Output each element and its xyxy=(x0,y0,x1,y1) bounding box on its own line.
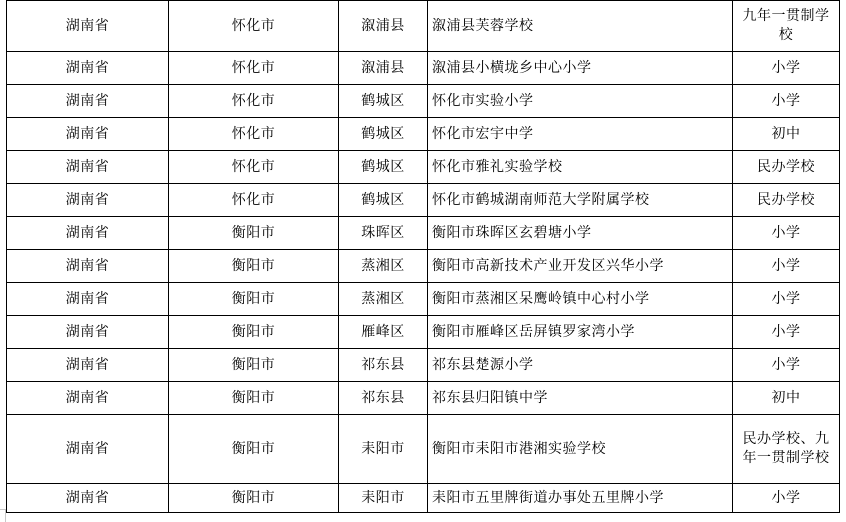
school-list-sheet xyxy=(6,0,839,513)
school-name-cell: 耒阳市五里牌街道办事处五里牌小学 xyxy=(428,484,733,513)
school-name-cell: 溆浦县芙蓉学校 xyxy=(428,1,733,52)
county-cell: 鹤城区 xyxy=(339,151,428,184)
county-cell: 鹤城区 xyxy=(339,85,428,118)
county-cell: 祁东县 xyxy=(339,382,428,415)
county-cell: 耒阳市 xyxy=(339,484,428,513)
table-row xyxy=(7,382,840,415)
table-row xyxy=(7,283,840,316)
school-type-cell: 小学 xyxy=(733,316,840,349)
table-row xyxy=(7,316,840,349)
table-row xyxy=(7,415,840,484)
city-cell: 怀化市 xyxy=(169,1,339,52)
city-cell: 衡阳市 xyxy=(169,316,339,349)
city-cell: 衡阳市 xyxy=(169,349,339,382)
table-row xyxy=(7,52,840,85)
city-cell: 怀化市 xyxy=(169,118,339,151)
school-type-cell: 民办学校、九年一贯制学校 xyxy=(733,415,840,484)
school-type-cell: 九年一贯制学校 xyxy=(733,1,840,52)
province-cell: 湖南省 xyxy=(7,382,169,415)
school-type-cell: 小学 xyxy=(733,349,840,382)
province-cell: 湖南省 xyxy=(7,118,169,151)
city-cell: 怀化市 xyxy=(169,52,339,85)
county-cell: 祁东县 xyxy=(339,349,428,382)
province-cell: 湖南省 xyxy=(7,283,169,316)
province-cell: 湖南省 xyxy=(7,349,169,382)
school-table xyxy=(6,0,840,513)
table-row xyxy=(7,151,840,184)
page-corner-mark xyxy=(0,509,6,522)
county-cell: 鹤城区 xyxy=(339,118,428,151)
city-cell: 衡阳市 xyxy=(169,415,339,484)
school-name-cell: 怀化市雅礼实验学校 xyxy=(428,151,733,184)
province-cell: 湖南省 xyxy=(7,85,169,118)
table-row xyxy=(7,184,840,217)
school-type-cell: 小学 xyxy=(733,217,840,250)
school-type-cell: 小学 xyxy=(733,52,840,85)
school-type-cell: 小学 xyxy=(733,283,840,316)
school-name-cell: 衡阳市高新技术产业开发区兴华小学 xyxy=(428,250,733,283)
table-row xyxy=(7,484,840,513)
table-row xyxy=(7,250,840,283)
county-cell: 耒阳市 xyxy=(339,415,428,484)
school-name-cell: 衡阳市珠晖区玄碧塘小学 xyxy=(428,217,733,250)
county-cell: 溆浦县 xyxy=(339,1,428,52)
city-cell: 怀化市 xyxy=(169,184,339,217)
table-row xyxy=(7,1,840,52)
province-cell: 湖南省 xyxy=(7,316,169,349)
county-cell: 溆浦县 xyxy=(339,52,428,85)
province-cell: 湖南省 xyxy=(7,415,169,484)
province-cell: 湖南省 xyxy=(7,184,169,217)
table-row xyxy=(7,217,840,250)
school-name-cell: 怀化市实验小学 xyxy=(428,85,733,118)
school-type-cell: 民办学校 xyxy=(733,184,840,217)
school-name-cell: 祁东县楚源小学 xyxy=(428,349,733,382)
school-type-cell: 民办学校 xyxy=(733,151,840,184)
school-name-cell: 怀化市宏宇中学 xyxy=(428,118,733,151)
city-cell: 怀化市 xyxy=(169,151,339,184)
county-cell: 雁峰区 xyxy=(339,316,428,349)
school-type-cell: 小学 xyxy=(733,484,840,513)
county-cell: 珠晖区 xyxy=(339,217,428,250)
school-name-cell: 衡阳市耒阳市港湘实验学校 xyxy=(428,415,733,484)
table-row xyxy=(7,85,840,118)
city-cell: 怀化市 xyxy=(169,85,339,118)
school-type-cell: 初中 xyxy=(733,382,840,415)
school-name-cell: 衡阳市雁峰区岳屏镇罗家湾小学 xyxy=(428,316,733,349)
province-cell: 湖南省 xyxy=(7,1,169,52)
city-cell: 衡阳市 xyxy=(169,484,339,513)
city-cell: 衡阳市 xyxy=(169,250,339,283)
table-row xyxy=(7,349,840,382)
school-name-cell: 祁东县归阳镇中学 xyxy=(428,382,733,415)
county-cell: 鹤城区 xyxy=(339,184,428,217)
school-name-cell: 衡阳市蒸湘区呆鹰岭镇中心村小学 xyxy=(428,283,733,316)
table-row xyxy=(7,118,840,151)
province-cell: 湖南省 xyxy=(7,217,169,250)
city-cell: 衡阳市 xyxy=(169,217,339,250)
county-cell: 蒸湘区 xyxy=(339,283,428,316)
school-type-cell: 小学 xyxy=(733,250,840,283)
county-cell: 蒸湘区 xyxy=(339,250,428,283)
school-name-cell: 溆浦县小横垅乡中心小学 xyxy=(428,52,733,85)
province-cell: 湖南省 xyxy=(7,151,169,184)
school-type-cell: 小学 xyxy=(733,85,840,118)
school-type-cell: 初中 xyxy=(733,118,840,151)
school-name-cell: 怀化市鹤城湖南师范大学附属学校 xyxy=(428,184,733,217)
province-cell: 湖南省 xyxy=(7,52,169,85)
city-cell: 衡阳市 xyxy=(169,283,339,316)
province-cell: 湖南省 xyxy=(7,250,169,283)
province-cell: 湖南省 xyxy=(7,484,169,513)
city-cell: 衡阳市 xyxy=(169,382,339,415)
